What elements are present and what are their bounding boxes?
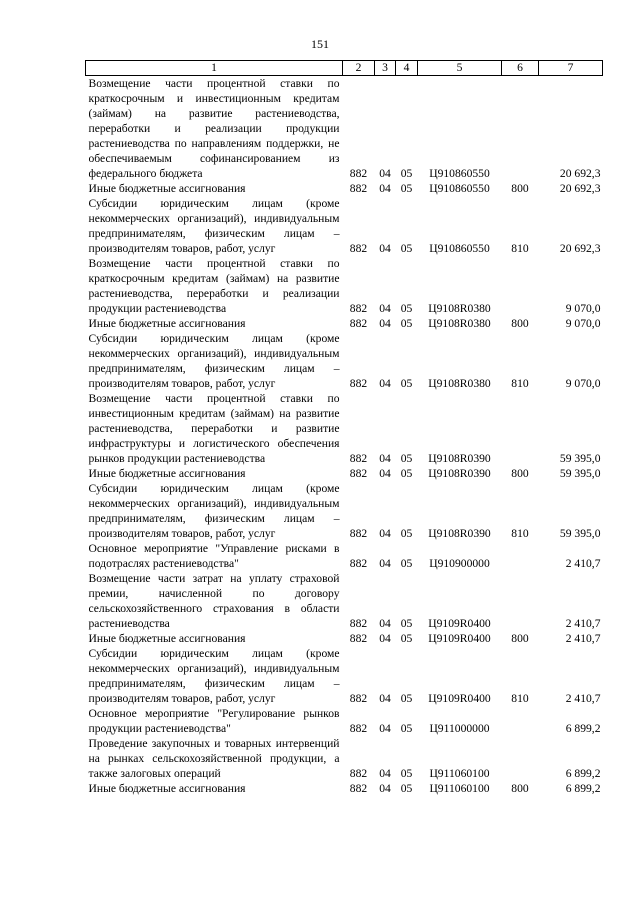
row-name: Иные бюджетные ассигнования [88, 317, 246, 330]
row-pr: 05 [400, 692, 413, 705]
row-ved: 882 [349, 377, 368, 390]
header-col-2: 2 [343, 61, 375, 76]
row-csr: Ц9108R0390 [428, 527, 491, 540]
row-csr: Ц9109R0400 [428, 617, 491, 630]
row-rz: 04 [379, 167, 391, 180]
row-csr: Ц9108R0380 [428, 317, 491, 330]
table-row [86, 646, 603, 706]
row-csr: Ц9108R0380 [428, 302, 491, 315]
header-row [86, 61, 603, 76]
row-ved: 882 [349, 557, 368, 570]
row-name: Проведение закупочных и товарных интервенций на рынках сельскохозяйственной продукции, а также залоговых операций [88, 737, 340, 780]
row-rz: 04 [379, 692, 391, 705]
table-row [86, 391, 603, 466]
row-ved: 882 [349, 182, 368, 195]
header-col-1: 1 [86, 61, 343, 76]
row-amount: 9 070,0 [565, 377, 601, 390]
row-rz: 04 [379, 467, 391, 480]
table-row [86, 571, 603, 631]
header-col-7: 7 [539, 61, 603, 76]
row-ved: 882 [349, 167, 368, 180]
table-row [86, 466, 603, 481]
table-row [86, 481, 603, 541]
header-col-4: 4 [396, 61, 418, 76]
row-vr [502, 541, 539, 571]
row-csr: Ц910900000 [429, 557, 490, 570]
row-name: Иные бюджетные ассигнования [88, 467, 246, 480]
row-name: Возмещение части процентной ставки по инвестиционным кредитам (займам) на развитие растениеводства, переработки и развитие инфраструктуры и логистического обеспечения рынков продукции растениеводства [88, 392, 340, 465]
row-name: Возмещение части процентной ставки по краткосрочным и инвестиционным кредитам (займам) на развитие растениеводства, переработки и реализации продукции растениеводства по направлениям поддержки, не обеспечиваемым софинансированием из федерального бюджета [88, 77, 340, 180]
row-ved: 882 [349, 692, 368, 705]
row-rz: 04 [379, 452, 391, 465]
page-number: 151 [311, 37, 329, 51]
row-ved: 882 [349, 302, 368, 315]
row-amount: 59 395,0 [559, 527, 601, 540]
row-vr [502, 76, 539, 182]
row-pr: 05 [400, 242, 413, 255]
row-vr: 810 [511, 242, 529, 255]
row-rz: 04 [379, 242, 391, 255]
row-vr [502, 391, 539, 466]
row-rz: 04 [379, 767, 391, 780]
table-row [86, 181, 603, 196]
row-csr: Ц9108R0390 [428, 467, 491, 480]
row-csr: Ц910860550 [429, 167, 490, 180]
table-row [86, 706, 603, 736]
table-row [86, 631, 603, 646]
row-csr: Ц910860550 [429, 182, 490, 195]
row-name: Возмещение части процентной ставки по краткосрочным кредитам (займам) на развитие растениеводства, переработки и реализации продукции растениеводства [88, 257, 340, 315]
row-csr: Ц911000000 [429, 722, 490, 735]
row-ved: 882 [349, 452, 368, 465]
row-amount: 59 395,0 [559, 452, 601, 465]
row-vr: 800 [511, 317, 529, 330]
row-pr: 05 [400, 467, 413, 480]
row-name: Иные бюджетные ассигнования [88, 632, 246, 645]
row-pr: 05 [400, 377, 413, 390]
row-pr: 05 [400, 557, 413, 570]
row-vr [502, 571, 539, 631]
row-ved: 882 [349, 527, 368, 540]
row-amount: 6 899,2 [565, 722, 601, 735]
row-pr: 05 [400, 527, 413, 540]
row-rz: 04 [379, 377, 391, 390]
row-ved: 882 [349, 242, 368, 255]
row-rz: 04 [379, 632, 391, 645]
row-name: Основное мероприятие "Управление рисками в подотраслях растениеводства" [88, 542, 340, 570]
row-rz: 04 [379, 302, 391, 315]
row-amount: 2 410,7 [565, 632, 601, 645]
row-amount: 20 692,3 [559, 242, 601, 255]
row-amount: 20 692,3 [559, 182, 601, 195]
row-amount: 2 410,7 [565, 617, 601, 630]
row-amount: 2 410,7 [565, 692, 601, 705]
row-rz: 04 [379, 557, 391, 570]
row-amount: 6 899,2 [565, 767, 601, 780]
row-vr: 800 [511, 782, 529, 795]
table-row [86, 76, 603, 182]
row-amount: 20 692,3 [559, 167, 601, 180]
row-rz: 04 [379, 317, 391, 330]
row-pr: 05 [400, 767, 413, 780]
table-row [86, 541, 603, 571]
row-vr [502, 256, 539, 316]
row-ved: 882 [349, 467, 368, 480]
row-name: Возмещение части затрат на уплату страховой премии, начисленной по договору сельскохозяйственного страхования в области растениеводства [88, 572, 340, 630]
row-vr: 800 [511, 632, 529, 645]
row-pr: 05 [400, 302, 413, 315]
row-vr: 800 [511, 182, 529, 195]
table-row [86, 256, 603, 316]
row-rz: 04 [379, 527, 391, 540]
row-vr: 810 [511, 377, 529, 390]
row-ved: 882 [349, 632, 368, 645]
row-csr: Ц911060100 [429, 782, 490, 795]
table-row [86, 781, 603, 796]
row-vr: 810 [511, 692, 529, 705]
row-pr: 05 [400, 722, 413, 735]
row-rz: 04 [379, 617, 391, 630]
table-row [86, 736, 603, 781]
header-col-3: 3 [375, 61, 396, 76]
row-csr: Ц9109R0400 [428, 632, 491, 645]
row-pr: 05 [400, 632, 413, 645]
row-pr: 05 [400, 617, 413, 630]
budget-table [85, 60, 603, 796]
row-ved: 882 [349, 722, 368, 735]
row-pr: 05 [400, 182, 413, 195]
row-pr: 05 [400, 167, 413, 180]
row-vr [502, 736, 539, 781]
row-rz: 04 [379, 782, 391, 795]
row-rz: 04 [379, 182, 391, 195]
row-amount: 9 070,0 [565, 302, 601, 315]
row-ved: 882 [349, 317, 368, 330]
table-row [86, 316, 603, 331]
row-name: Субсидии юридическим лицам (кроме некоммерческих организаций), индивидуальным предпринимателям, физическим лицам – производителям товаров, работ, услуг [88, 197, 340, 255]
row-name: Субсидии юридическим лицам (кроме некоммерческих организаций), индивидуальным предпринимателям, физическим лицам – производителям товаров, работ, услуг [88, 482, 340, 540]
row-name: Основное мероприятие "Регулирование рынков продукции растениеводства" [88, 707, 340, 735]
header-col-6: 6 [502, 61, 539, 76]
row-vr: 800 [511, 467, 529, 480]
row-rz: 04 [379, 722, 391, 735]
row-name: Субсидии юридическим лицам (кроме некоммерческих организаций), индивидуальным предпринимателям, физическим лицам – производителям товаров, работ, услуг [88, 332, 340, 390]
row-pr: 05 [400, 452, 413, 465]
row-csr: Ц9108R0380 [428, 377, 491, 390]
row-ved: 882 [349, 767, 368, 780]
table-row [86, 196, 603, 256]
row-amount: 6 899,2 [565, 782, 601, 795]
row-pr: 05 [400, 317, 413, 330]
row-ved: 882 [349, 617, 368, 630]
row-amount: 9 070,0 [565, 317, 601, 330]
row-csr: Ц9109R0400 [428, 692, 491, 705]
row-csr: Ц910860550 [429, 242, 490, 255]
row-amount: 59 395,0 [559, 467, 601, 480]
table-row [86, 331, 603, 391]
row-ved: 882 [349, 782, 368, 795]
row-name: Иные бюджетные ассигнования [88, 182, 246, 195]
row-vr [502, 706, 539, 736]
row-csr: Ц911060100 [429, 767, 490, 780]
row-name: Субсидии юридическим лицам (кроме некоммерческих организаций), индивидуальным предпринимателям, физическим лицам – производителям товаров, работ, услуг [88, 647, 340, 705]
row-csr: Ц9108R0390 [428, 452, 491, 465]
row-vr: 810 [511, 527, 529, 540]
row-pr: 05 [400, 782, 413, 795]
row-amount: 2 410,7 [565, 557, 601, 570]
row-name: Иные бюджетные ассигнования [88, 782, 246, 795]
header-col-5: 5 [418, 61, 502, 76]
